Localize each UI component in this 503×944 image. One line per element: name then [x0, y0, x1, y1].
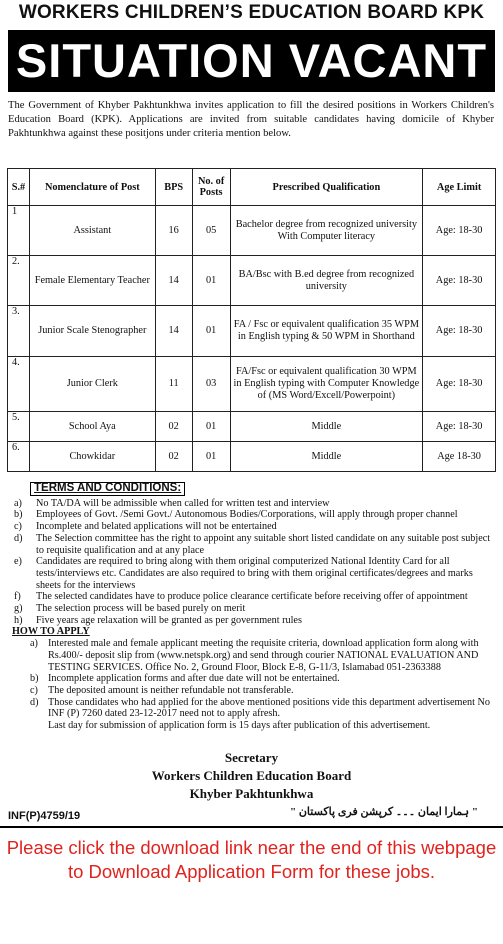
col-header-age: Age Limit [423, 169, 496, 206]
cell-bps: 14 [155, 256, 192, 306]
item-label: c) [14, 521, 22, 533]
reference-number: INF(P)4759/19 [8, 810, 81, 822]
terms-item [8, 533, 494, 556]
signature-org: Workers Children Education Board [151, 768, 352, 783]
item-text: The deposited amount is neither refundable not transferable. [48, 684, 294, 696]
jobs-table [7, 168, 496, 472]
table-row [8, 256, 496, 306]
cell-bps: 02 [155, 442, 192, 472]
terms-item [8, 498, 494, 510]
cell-age: Age: 18-30 [423, 357, 496, 412]
cell-sn: 4. [8, 357, 30, 412]
item-text: Employees of Govt. /Semi Govt./ Autonomous Bodies/Corporations, will apply through proper channel [36, 509, 458, 521]
item-label: f) [14, 591, 21, 603]
item-text: Interested male and female applicant meeting the requisite criteria, download application form along with Rs.400/- deposit slip from (www.netspk.org) and send through courier NATIONAL EVALUATION AND TESTING SERVICES. Office No. 2, Ground Floor, Block E-8, G-11/3, Islamabad 051-2363388 [48, 638, 479, 673]
cell-sn: 3. [8, 306, 30, 357]
cell-post: School Aya [29, 412, 155, 442]
item-label: g) [14, 603, 23, 615]
terms-heading: TERMS AND CONDITIONS: [30, 482, 185, 496]
col-header-posts: No. of Posts [192, 169, 230, 206]
item-label: h) [14, 614, 23, 626]
urdu-slogan: " ہمارا ایمان ۔۔۔ کرپشن فری پاکستان " [290, 806, 478, 818]
col-header-post: Nomenclature of Post [29, 169, 155, 206]
cell-post: Junior Scale Stenographer [29, 306, 155, 357]
download-notice: Please click the download link near the end of this webpage to Download Application Form for these jobs. [6, 837, 497, 882]
cell-bps: 16 [155, 206, 192, 256]
table-row [8, 306, 496, 357]
item-label: e) [14, 556, 22, 568]
item-text: Five years age relaxation will be granted as per government rules [36, 614, 302, 626]
how-item [8, 673, 494, 685]
cell-posts: 01 [192, 412, 230, 442]
cell-posts: 01 [192, 442, 230, 472]
how-item [8, 685, 494, 697]
cell-sn: 6. [8, 442, 30, 472]
cell-age: Age 18-30 [423, 442, 496, 472]
table-header-row [8, 169, 496, 206]
divider [0, 826, 503, 828]
table-row [8, 412, 496, 442]
terms-item [8, 591, 494, 603]
last-day-note: Last day for submission of application form is 15 days after publication of this advertisement. [48, 720, 431, 732]
item-label: d) [14, 532, 23, 544]
signature-title: Secretary [224, 750, 279, 765]
how-item [8, 697, 494, 720]
cell-age: Age: 18-30 [423, 206, 496, 256]
how-item [8, 638, 494, 673]
item-text: No TA/DA will be admissible when called for written test and interview [36, 497, 330, 509]
cell-qualification: Bachelor degree from recognized university With Computer literacy [230, 206, 423, 256]
cell-age: Age: 18-30 [423, 412, 496, 442]
cell-posts: 05 [192, 206, 230, 256]
terms-item [8, 509, 494, 521]
item-text: The selection process will be based purely on merit [36, 603, 246, 615]
cell-qualification: FA/Fsc or equivalent qualification 30 WPM in English typing with Computer Knowledge of (MS Word/Excell/Powerpoint) [230, 357, 423, 412]
table-row [8, 206, 496, 256]
situation-vacant-banner: SITUATION VACANT [8, 30, 495, 92]
cell-sn: 1 [8, 206, 30, 256]
item-text: Candidates are required to bring along with them original computerized National Identity Card for all tests/interviews etc. Candidates are also required to bring with them original certificates/degrees and marks sheets for the interviews [36, 556, 473, 591]
terms-item [8, 615, 494, 627]
col-header-qualification: Prescribed Qualification [230, 169, 423, 206]
terms-section [8, 482, 494, 732]
cell-posts: 01 [192, 306, 230, 357]
cell-posts: 01 [192, 256, 230, 306]
item-label: d) [30, 696, 39, 708]
intro-paragraph: The Government of Khyber Pakhtunkhwa invites application to fill the desired positions in Workers Children's Education Board (KPK). Applications are invited from suitable candidates having domicile of Khyber Pakhtunkhwa against these positjons under criteria mention below. [8, 100, 494, 139]
item-label: b) [14, 509, 23, 521]
cell-age: Age: 18-30 [423, 256, 496, 306]
cell-post: Chowkidar [29, 442, 155, 472]
signature-block [0, 749, 503, 803]
cell-posts: 03 [192, 357, 230, 412]
board-title: WORKERS CHILDREN’S EDUCATION BOARD KPK [18, 2, 485, 23]
terms-item [8, 521, 494, 533]
col-header-bps: BPS [155, 169, 192, 206]
cell-qualification: Middle [230, 412, 423, 442]
cell-post: Female Elementary Teacher [29, 256, 155, 306]
item-label: a) [14, 497, 22, 509]
how-to-apply-heading: HOW TO APPLY [12, 626, 90, 638]
cell-post: Assistant [29, 206, 155, 256]
item-text: Those candidates who had applied for the above mentioned positions vide this department advertisement No INF (P) 7260 dated 23-12-2017 need not to apply afresh. [48, 696, 490, 720]
cell-sn: 2. [8, 256, 30, 306]
cell-bps: 11 [155, 357, 192, 412]
item-text: Incomplete application forms and after due date will not be entertained. [48, 673, 340, 685]
cell-qualification: Middle [230, 442, 423, 472]
cell-bps: 02 [155, 412, 192, 442]
item-label: b) [30, 673, 39, 685]
item-text: The selected candidates have to produce police clearance certificate before receiving offer of appointment [36, 591, 468, 603]
cell-bps: 14 [155, 306, 192, 357]
col-header-sn: S.# [8, 169, 30, 206]
cell-qualification: BA/Bsc with B.ed degree from recognized university [230, 256, 423, 306]
table-row [8, 442, 496, 472]
cell-qualification: FA / Fsc or equivalent qualification 35 WPM in English typing & 50 WPM in Shorthand [230, 306, 423, 357]
item-label: a) [30, 638, 38, 650]
cell-sn: 5. [8, 412, 30, 442]
item-text: Incomplete and belated applications will not be entertained [36, 521, 277, 533]
item-text: The Selection committee has the right to appoint any suitable short listed candidate on any suitable post subject to requisite qualification and at any place [36, 532, 491, 556]
item-label: c) [30, 684, 38, 696]
signature-province: Khyber Pakhtunkhwa [189, 786, 314, 801]
cell-post: Junior Clerk [29, 357, 155, 412]
table-row [8, 357, 496, 412]
cell-age: Age: 18-30 [423, 306, 496, 357]
terms-item [8, 603, 494, 615]
terms-item [8, 556, 494, 591]
